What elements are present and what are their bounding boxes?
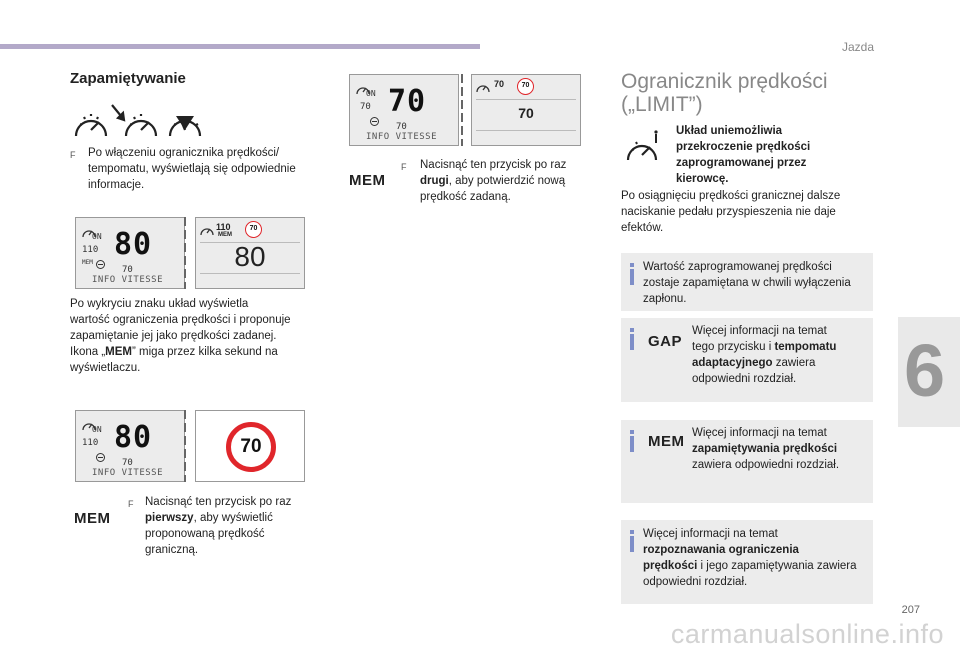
text-line: odpowiedni rozdział.: [692, 373, 797, 385]
speedometer-limit-icon: [624, 128, 660, 164]
text-line: Wartość zaprogramowanej prędkości: [643, 261, 832, 273]
info-icon: [630, 530, 634, 552]
chapter-number: 6: [904, 329, 946, 412]
text-run: tego przycisku i: [692, 341, 775, 353]
panel-speed: 80: [234, 241, 266, 272]
mem-indicator: MEM: [218, 232, 232, 238]
on-indicator: ON: [92, 232, 102, 241]
text-run: zawiera: [772, 357, 816, 369]
bullet-marker: F: [70, 150, 76, 160]
limit-value: 70: [396, 122, 407, 132]
section-title-limit: [621, 70, 828, 116]
text-run: ” miga przez kilka sekund na: [132, 346, 278, 358]
info-vitesse-label: INFO VITESSE: [92, 275, 164, 285]
minus-icon: [96, 260, 105, 269]
chapter-tab: [898, 317, 960, 427]
text-line: kierowcę.: [676, 173, 729, 185]
text-line: efektów.: [621, 222, 664, 234]
text-line: zawiera odpowiedni rozdział.: [692, 459, 840, 471]
cluster-display-2: [75, 410, 185, 482]
dashed-separator: [184, 217, 186, 289]
set-speed: 110: [216, 222, 231, 232]
mem-button-icon: MEM: [349, 172, 386, 189]
info-box-gap: [621, 318, 873, 402]
text-run-bold: MEM: [105, 346, 133, 358]
info-box-memory: [621, 253, 873, 311]
dashed-separator: [184, 410, 186, 482]
text-run-bold: adaptacyjnego: [692, 357, 773, 369]
text-run: , aby potwierdzić nową: [448, 175, 566, 187]
text-line: tempomatu, wyświetlają się odpowiednie: [88, 163, 296, 175]
speedometer-arrow-icon: [112, 105, 156, 136]
info-text: [643, 259, 851, 307]
set-speed: 110: [82, 438, 99, 448]
title-line: Ogranicznik prędkości: [621, 70, 828, 93]
page-number: 207: [901, 604, 920, 616]
limit-value: 70: [122, 458, 133, 468]
minus-icon: [370, 117, 379, 126]
section-label: Jazda: [841, 40, 874, 54]
title-line: („LIMIT”): [621, 93, 703, 116]
speedometer-icon: [200, 224, 214, 236]
text-line: zapamiętywania prędkości: [692, 443, 838, 455]
mem-indicator: MEM: [82, 259, 93, 266]
text-line: zaprogramowanej przez: [676, 157, 807, 169]
text-run-bold: tempomatu: [774, 341, 837, 353]
text-line: [420, 173, 566, 189]
text-line: Więcej informacji na temat: [692, 427, 827, 439]
info-box-sign-recognition: [621, 520, 873, 604]
header-accent-bar: [0, 44, 480, 49]
divider: [476, 130, 576, 131]
info-text: [692, 323, 836, 387]
text-line: Więcej informacji na temat: [643, 528, 778, 540]
text-line: graniczną.: [145, 544, 199, 556]
speedometer-limit-icon: [170, 116, 200, 136]
bullet-marker: F: [128, 499, 134, 509]
text-line: Układ uniemożliwia: [676, 125, 783, 137]
text-line: rozpoznawania ograniczenia: [643, 544, 799, 556]
text-line: [70, 344, 291, 360]
info-vitesse-label: INFO VITESSE: [366, 132, 438, 142]
dashed-separator: [461, 74, 463, 146]
limit-value: 70: [122, 265, 133, 275]
paragraph-on-activation: [88, 145, 296, 193]
warning-text: [676, 123, 810, 187]
info-text: [643, 526, 857, 590]
text-line: Nacisnąć ten przycisk po raz: [420, 159, 567, 171]
text-line: prędkość zadaną.: [420, 191, 511, 203]
text-run-bold: drugi: [420, 175, 449, 187]
text-line: proponowaną prędkość: [145, 528, 265, 540]
set-speed: 110: [82, 245, 99, 255]
mem-button-icon: MEM: [74, 510, 111, 527]
on-indicator: ON: [92, 425, 102, 434]
info-vitesse-label: INFO VITESSE: [92, 468, 164, 478]
speed-limit-sign: 70: [226, 422, 276, 472]
text-line: zapamiętanie jej jako prędkości zadanej.: [70, 330, 277, 342]
paragraph-press-first: [145, 494, 291, 558]
current-speed: 80: [114, 420, 153, 455]
text-line: [692, 339, 836, 355]
text-run: , aby wyświetlić: [193, 512, 273, 524]
text-line: wartość ograniczenia prędkości i proponuje: [70, 314, 291, 326]
speed-limit-sign: 70: [517, 78, 534, 95]
minus-icon: [96, 453, 105, 462]
text-line: [692, 355, 836, 371]
text-line: odpowiedni rozdział.: [643, 576, 748, 588]
text-line: naciskanie pedału przyspieszenia nie daje: [621, 206, 836, 218]
info-text: [692, 425, 839, 473]
on-indicator: ON: [366, 89, 376, 98]
text-line: [643, 558, 857, 574]
info-icon: [630, 328, 634, 350]
speed-limit-sign: 70: [245, 221, 262, 238]
screen-panel-1: [195, 217, 305, 289]
current-speed: 70: [388, 84, 427, 119]
watermark: carmanualsonline.info: [670, 619, 944, 649]
cluster-display-3: [349, 74, 459, 146]
set-speed: 70: [360, 102, 371, 112]
current-speed: 80: [114, 227, 153, 262]
text-run-bold: pierwszy: [145, 512, 194, 524]
text-line: informacje.: [88, 179, 145, 191]
screen-panel-2: [195, 410, 305, 482]
mem-button-icon: MEM: [648, 433, 685, 450]
text-line: Nacisnąć ten przycisk po raz: [145, 496, 292, 508]
speedometer-icon: [476, 81, 490, 93]
info-icon: [630, 263, 634, 285]
text-run-bold: prędkości: [643, 560, 698, 572]
bullet-marker: F: [401, 162, 407, 172]
speedometer-icon: [76, 114, 106, 136]
divider: [200, 273, 300, 274]
text-line: [145, 510, 291, 526]
panel-speed: 70: [518, 105, 534, 121]
text-line: zapłonu.: [643, 293, 687, 305]
paragraph-press-second: [420, 157, 566, 205]
text-line: Po wykryciu znaku układ wyświetla: [70, 298, 249, 310]
paragraph-limit-body: [621, 188, 840, 236]
section-title-memory: Zapamiętywanie: [70, 70, 186, 87]
divider: [476, 99, 576, 100]
info-icon: [630, 430, 634, 452]
text-line: Po osiągnięciu prędkości granicznej dalsze: [621, 190, 841, 202]
text-run: Ikona „: [70, 346, 106, 358]
text-line: Więcej informacji na temat: [692, 325, 827, 337]
text-line: wyświetlaczu.: [70, 362, 141, 374]
text-line: Po włączeniu ogranicznika prędkości/: [88, 147, 280, 159]
screen-panel-3: [471, 74, 581, 146]
text-line: zostaje zapamiętana w chwili wyłączenia: [643, 277, 851, 289]
text-run: i jego zapamiętywania zawiera: [697, 560, 857, 572]
text-line: przekroczenie prędkości: [676, 141, 811, 153]
info-box-mem: [621, 420, 873, 503]
set-speed: 70: [494, 79, 505, 89]
gap-button-icon: GAP: [648, 333, 683, 350]
paragraph-sign-detected: [70, 296, 291, 376]
speedometer-icons-row: [72, 102, 212, 142]
cluster-display-1: [75, 217, 185, 289]
